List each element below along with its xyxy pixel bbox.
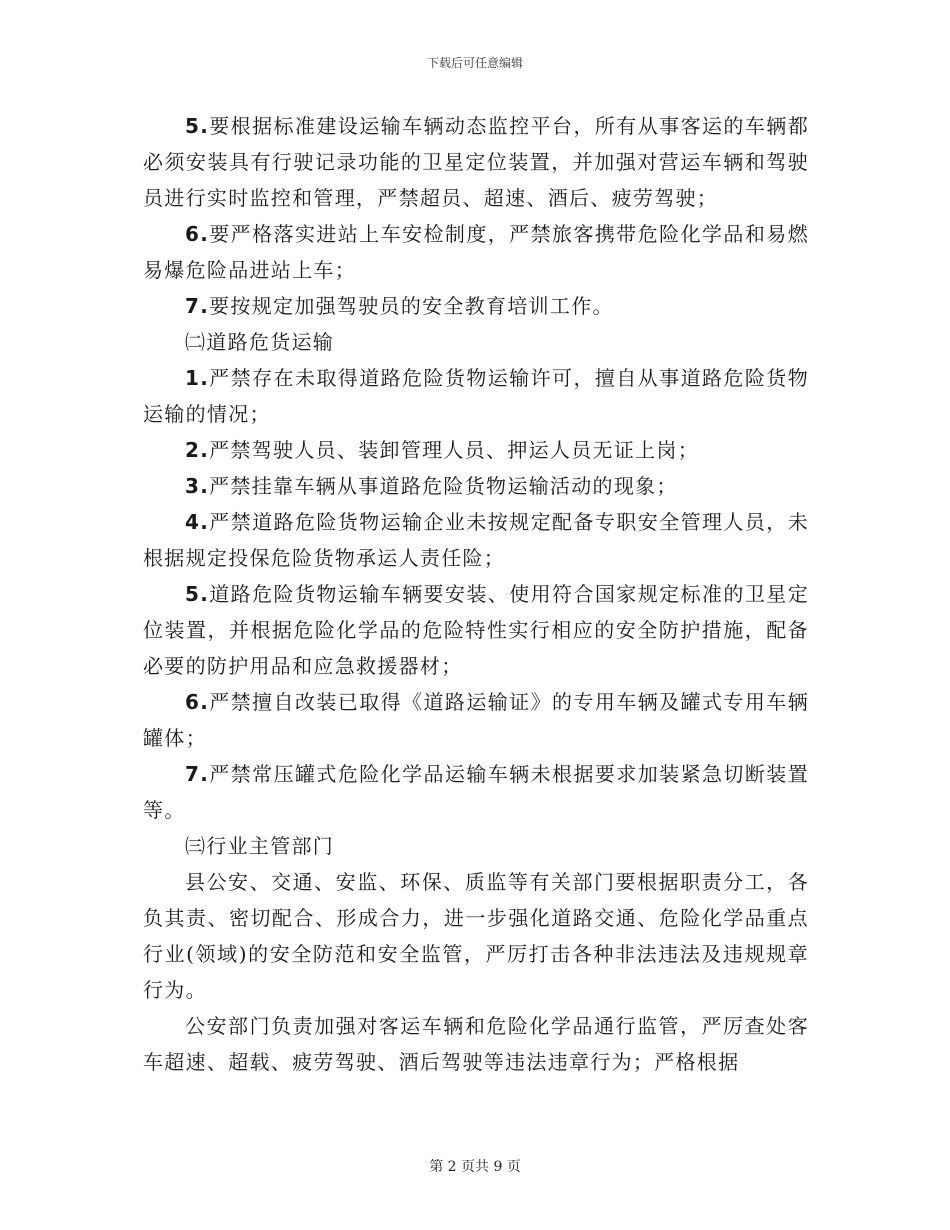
paragraph [143,684,809,756]
paragraph-text: 严禁挂靠车辆从事道路危险货物运输活动的现象； [209,474,678,498]
paragraph-text: 严禁常压罐式危险化学品运输车辆未根据要求加装紧急切断装置等。 [143,762,809,822]
paragraph [143,756,809,828]
paragraph [143,1008,809,1080]
paragraph-text: 严禁擅自改装已取得《道路运输证》的专用车辆及罐式专用车辆罐体； [143,690,809,750]
paragraph-text: 严禁存在未取得道路危险货物运输许可，擅自从事道路危险货物运输的情况； [143,366,809,426]
paragraph-text: ㈢行业主管部门 [185,834,335,858]
paragraph [143,432,809,468]
item-number: 5. [185,114,210,138]
item-number: 5. [185,582,210,606]
paragraph-text: 严禁道路危险货物运输企业未按规定配备专职安全管理人员，未根据规定投保危险货物承运人责任险； [143,510,809,570]
item-number: 6. [185,222,210,246]
paragraph-text: 要严格落实进站上车安检制度，严禁旅客携带危险化学品和易燃易爆危险品进站上车； [143,222,809,282]
paragraph [143,216,809,288]
paragraph [143,864,809,1008]
paragraph [143,576,809,684]
item-number: 6. [185,690,210,714]
item-number: 3. [185,474,210,498]
paragraph-text: 要按规定加强驾驶员的安全教育培训工作。 [209,294,614,318]
paragraph [143,468,809,504]
paragraph [143,288,809,324]
section-heading [143,828,809,864]
page-footer: 第 2 页共 9 页 [429,1159,521,1175]
paragraph [143,360,809,432]
paragraph [143,504,809,576]
paragraph-text: 严禁驾驶人员、装卸管理人员、押运人员无证上岗； [209,438,700,462]
paragraph-text: 道路危险货物运输车辆要安装、使用符合国家规定标准的卫星定位装置，并根据危险化学品的危险特性实行相应的安全防护措施，配备必要的防护用品和应急救援器材； [143,582,809,678]
section-heading [143,324,809,360]
page-header: 下载后可任意编辑 [426,56,523,70]
body-text [143,108,809,1080]
item-number: 7. [185,294,210,318]
item-number: 7. [185,762,210,786]
paragraph-text: 公安部门负责加强对客运车辆和危险化学品通行监管，严厉查处客车超速、超载、疲劳驾驶、酒后驾驶等违法违章行为；严格根据 [143,1014,809,1074]
paragraph-text: 县公安、交通、安监、环保、质监等有关部门要根据职责分工，各负其责、密切配合、形成合力，进一步强化道路交通、危险化学品重点行业(领域)的安全防范和安全监管，严厉打击各种非法违法及违规规章行为。 [143,870,809,1002]
item-number: 4. [185,510,210,534]
paragraph-text: ㈡道路危货运输 [185,330,335,354]
paragraph [143,108,809,216]
item-number: 2. [185,438,210,462]
item-number: 1. [185,366,210,390]
paragraph-text: 要根据标准建设运输车辆动态监控平台，所有从事客运的车辆都必须安装具有行驶记录功能的卫星定位装置，并加强对营运车辆和驾驶员进行实时监控和管理，严禁超员、超速、酒后、疲劳驾驶； [143,114,809,210]
